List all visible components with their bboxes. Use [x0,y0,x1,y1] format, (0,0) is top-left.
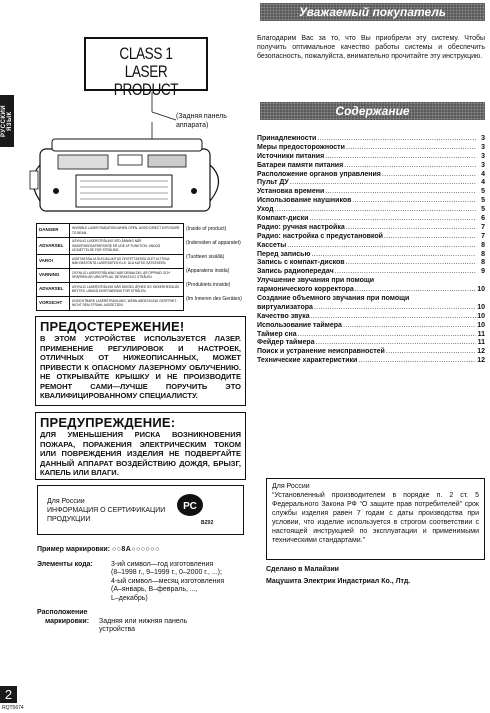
cert-mark-code: ВZ02 [201,520,214,526]
table-label: ADVARSEL [37,238,70,255]
toc-item[interactable] [257,215,485,224]
toc-leader-dots [355,286,476,295]
toc-item-title: Создание объемного звучания при помощи [257,295,410,303]
toc-item-page: 3 [481,135,485,142]
header-dear-customer: Уважаемый покупатель [260,3,485,21]
toc-leader-dots [344,162,476,171]
toc-item-title: Фейдер таймера [257,339,315,347]
location-label-line2: маркировки: [45,617,90,625]
toc-item-title: Использование наушников [257,197,352,205]
toc-item-title: Таймер сна [257,330,297,338]
toc-item-title: Источники питания [257,152,325,160]
toc-leader-dots [314,304,476,313]
device-rear-illustration [22,135,247,217]
document-code: RQT5674 [2,705,24,711]
toc-item-page: 8 [481,250,485,258]
table-note: (Apparatens insida) [186,268,230,274]
cert-line3: ПРОДУКЦИИ [47,516,91,523]
toc-item-title: Запись с компакт-дисков [257,259,345,267]
location-label-line1: Расположение [37,609,88,616]
table-label: VARO! [37,254,70,268]
toc-leader-dots [343,322,476,331]
page-number: 2 [0,686,17,703]
toc-item[interactable] [257,348,485,357]
code-line: (8–1998 г., 9–1999 г., 0–2000 г., ...); [111,569,222,576]
made-in: Сделано в Малайзии [266,566,339,573]
table-row [37,268,184,282]
language-tab: РУССКИЙ ЯЗЫК [0,95,14,147]
toc-leader-dots [287,242,476,251]
toc-item-title: Принадлежности [257,135,317,142]
toc-item-title: Установка времени [257,188,325,196]
toc-item[interactable] [257,153,485,162]
table-text: OSYNLIG LASERSTRÅLNING NÄR DENNA DEL ÄR ÖPPNAD OCH SPÄRREN ÄR URKOPPLAD. BETRAKTA EJ STRÅLEN. [70,268,184,282]
svg-text:РС: РС [183,501,197,512]
toc-item-page: 3 [481,143,485,151]
service-life-body: “Установленный производителем в порядке п. 2 ст. 5 Федерального Закона РФ “О защите прав потребителей” срок службы изделия равен 7 годам с даты производства при условии, что изделие используется в строгом соответствии с настоящей инструкцией по эксплуатации и применимыми техническими стандартами.” [272,492,479,544]
laser-class-label [84,37,208,99]
toc-item-page: 11 [477,330,485,338]
table-note: (Indersiden af apparatet) [186,240,241,246]
table-text: INVISIBLE LASER RADIATION WHEN OPEN. AVOID DIRECT EXPOSURE TO BEAM. [70,224,184,238]
code-line: 3-ий символ—год изготовления [111,560,214,568]
toc-item-title: Запись радиопередач [257,268,334,276]
toc-leader-dots [346,259,476,268]
toc-item[interactable] [257,357,485,366]
warning-box [35,412,246,480]
table-note: (Produktets innside) [186,282,231,288]
toc-item-title: Пульт ДУ [257,179,289,187]
toc-item[interactable] [257,295,485,304]
toc-item-page: 7 [481,232,485,240]
header-contents: Содержание [260,102,485,120]
toc-item-title: Технические характеристики [257,357,358,365]
toc-leader-dots [317,135,476,144]
toc-leader-dots [346,224,476,233]
toc-item-page: 10 [477,321,485,329]
table-row [37,296,184,310]
table-note: (Inside of product) [186,226,227,232]
toc-item-title: Меры предосторожности [257,143,345,151]
intro-text: Благодарим Вас за то, что Вы приобрели эту систему. Чтобы получить оптимальное качество работы системы и обеспечить безопасность, пожалуйста, внимательно прочитайте эту инструкцию. [257,35,485,60]
table-label: VORSICHT [37,296,70,310]
cert-line1: Для России [47,498,85,505]
location-info [37,609,224,635]
laser-label-line2: LASER PRODUCT [113,62,179,99]
toc-leader-dots [386,348,476,357]
toc-item-page: 5 [481,188,485,196]
toc-leader-dots [290,179,476,188]
toc-item[interactable] [257,259,485,268]
toc-leader-dots [275,206,476,215]
toc-item-page: 10 [477,286,485,294]
toc-item[interactable] [257,171,485,180]
toc-item-page: 7 [481,223,485,231]
toc-item[interactable] [257,277,485,286]
toc-item-page: 11 [477,339,485,347]
toc-item-page: 8 [481,259,485,267]
table-text: USYNLIG LASERSTRÅLING VED ÅBNING NÅR SIKKERHEDSAFBRYDERE ER UDE AF FUNKTION. UNDGÅ UDSÆTTELSE FOR STRÅLING. [70,238,184,255]
table-row [37,282,184,296]
toc-item-page: 3 [481,161,485,169]
toc-item-page: 4 [481,170,485,178]
toc-item[interactable] [257,206,485,215]
marking-example-value: ○○8A○○○○○○ [111,546,160,553]
toc-leader-dots [346,144,476,153]
toc-item-title: Улучшение звучания при помощи [257,277,375,285]
caution-title: ПРЕДОСТЕРЕЖЕНИЕ! [40,319,185,334]
service-life-box [266,478,485,560]
toc-leader-dots [325,188,476,197]
toc-item[interactable] [257,304,485,313]
rear-panel-caption [176,112,227,130]
toc-item-page: 12 [477,348,485,356]
toc-item-title: Компакт-диски [257,215,309,223]
laser-label-line1: CLASS 1 [119,44,173,63]
toc-item[interactable] [257,251,485,260]
table-note: (Tuotteen sisällä) [186,254,225,260]
rear-panel-caption-line1: (Задняя панель [176,113,227,120]
toc-leader-dots [352,197,476,206]
marking-info [37,546,224,635]
table-row [37,224,184,238]
toc-item-title: Перед записью [257,250,311,258]
table-row [37,254,184,268]
location-value-line2: устройства [99,626,136,633]
table-row [37,238,184,255]
toc-leader-dots [311,251,476,260]
code-line: (А–январь, В–февраль, ..., [111,586,198,593]
table-text: AVATTAESSA JA SUOJALUKITUS OHITETTAESSA OLET ALTTIINA NÄKYMÄTÖNTÄ LASERSÄTEILYLLE. ÄLÄ KATSO SÄTEESEEN. [70,254,184,268]
table-label: DANGER [37,224,70,238]
toc-item[interactable] [257,313,485,322]
toc-item[interactable] [257,224,485,233]
code-line: L–декабрь) [111,594,148,602]
toc-item-page: 5 [481,197,485,205]
toc-leader-dots [384,233,476,242]
toc-item-page: 5 [481,206,485,214]
toc-item-page: 3 [481,152,485,160]
location-value-line1: Задняя или нижняя панель [99,617,188,625]
toc-item-title: виртуализатора [257,303,313,311]
toc-item-page: 10 [477,312,485,320]
toc-item[interactable] [257,268,485,277]
toc-item-title: Кассеты [257,241,287,249]
marking-example-label: Пример маркировки: [37,546,110,553]
table-note: (Im Inneren des Gerätes) [186,296,242,302]
manufacturer: Мацушита Электрик Индастриал Ко., Лтд. [266,578,411,585]
toc-item[interactable] [257,135,485,144]
toc-item-title: Расположение органов управления [257,170,381,178]
toc-item[interactable] [257,144,485,153]
table-of-contents [257,135,485,366]
warning-body: ДЛЯ УМЕНЬШЕНИЯ РИСКА ВОЗНИКНОВЕНИЯ ПОЖАРА, ПОРАЖЕНИЯ ЭЛЕКТРИЧЕСКИМ ТОКОМ ИЛИ ПОВРЕЖДЕНИЯ ИЗДЕЛИЯ НЕ ПОДВЕРГАЙТЕ ДАННЫЙ АППАРАТ ВОЗДЕЙСТВИЮ ДОЖДЯ, БРЫЗГ, КАПЕЛЬ ИЛИ ВЛАГИ. [40,430,241,477]
marking-example [37,546,224,555]
table-label: ADVARSEL [37,282,70,296]
toc-leader-dots [311,313,476,322]
toc-item-title: Качество звука [257,312,310,320]
certification-box [37,485,244,535]
toc-item[interactable] [257,242,485,251]
toc-item-page: 6 [481,215,485,223]
table-text: USYNLIG LASERSTRÅLING NÅR DEKSEL ÅPNES OG SIKKERHEDSLÅS BRYTES. UNNGÅ EKSPONERING FOR STRÅLEN. [70,282,184,296]
toc-item-page: 12 [477,357,485,365]
cert-line2: ИНФОРМАЦИЯ О СЕРТИФИКАЦИИ [47,507,166,514]
toc-item-title: Уход [257,206,274,214]
toc-item-title: Радио: настройка с предустановкой [257,232,383,240]
toc-leader-dots [335,268,476,277]
code-line: 4-ый символ—месяц изготовления [111,577,225,585]
caution-box [35,316,246,406]
code-elements [37,561,224,604]
toc-leader-dots [382,171,476,180]
service-life-title: Для России [272,483,310,490]
toc-item[interactable] [257,322,485,331]
toc-item[interactable] [257,197,485,206]
toc-item-page: 9 [481,268,485,276]
toc-item[interactable] [257,162,485,171]
code-label: Элементы кода: [37,560,93,568]
toc-item-title: Поиск и устранение неисправностей [257,348,385,356]
certification-mark-icon [175,493,205,517]
toc-leader-dots [325,153,476,162]
toc-item[interactable] [257,286,485,295]
warning-title: ПРЕДУПРЕЖДЕНИЕ: [40,415,176,430]
toc-leader-dots [298,331,476,340]
toc-item[interactable] [257,179,485,188]
caution-body: В ЭТОМ УСТРОЙСТВЕ ИСПОЛЬЗУЕТСЯ ЛАЗЕР. ПРИМЕНЕНИЕ РЕГУЛИРОВОК И НАСТРОЕК, ОТЛИЧНЫХ ОТ НИЖЕОПИСАННЫХ, МОЖЕТ ПРИВЕСТИ К ОПАСНОМУ ЛАЗЕРНОМУ ОБЛУЧЕНИЮ. НЕ ОТКРЫВАЙТЕ КРЫШКУ И НЕ ПРОИЗВОДИТЕ РЕМОНТ САМИ—ЛУЧШЕ ПОРУЧИТЬ ЭТО КВАЛИФИЦИРОВАННОМУ СПЕЦИАЛИСТУ. [40,334,241,400]
toc-item-page: 4 [481,179,485,187]
laser-warning-table [36,223,184,311]
toc-item-title: гармонического корректора [257,286,354,294]
toc-item[interactable] [257,188,485,197]
toc-item-title: Использование таймера [257,321,342,329]
table-label: VARNING [37,268,70,282]
toc-item[interactable] [257,233,485,242]
table-text: UNSICHTBARE LASERSTRAHLUNG, WENN ABDECKUNG GEÖFFNET. NICHT DEM STRAHL AUSSETZEN. [70,296,184,310]
toc-item-title: Батареи памяти питания [257,161,344,169]
toc-leader-dots [358,357,476,366]
toc-item-page: 10 [477,303,485,311]
toc-item-title: Радио: ручная настройка [257,223,345,231]
rear-panel-caption-line2: аппарата) [176,122,209,129]
toc-item-page: 8 [481,241,485,249]
toc-leader-dots [309,215,476,224]
